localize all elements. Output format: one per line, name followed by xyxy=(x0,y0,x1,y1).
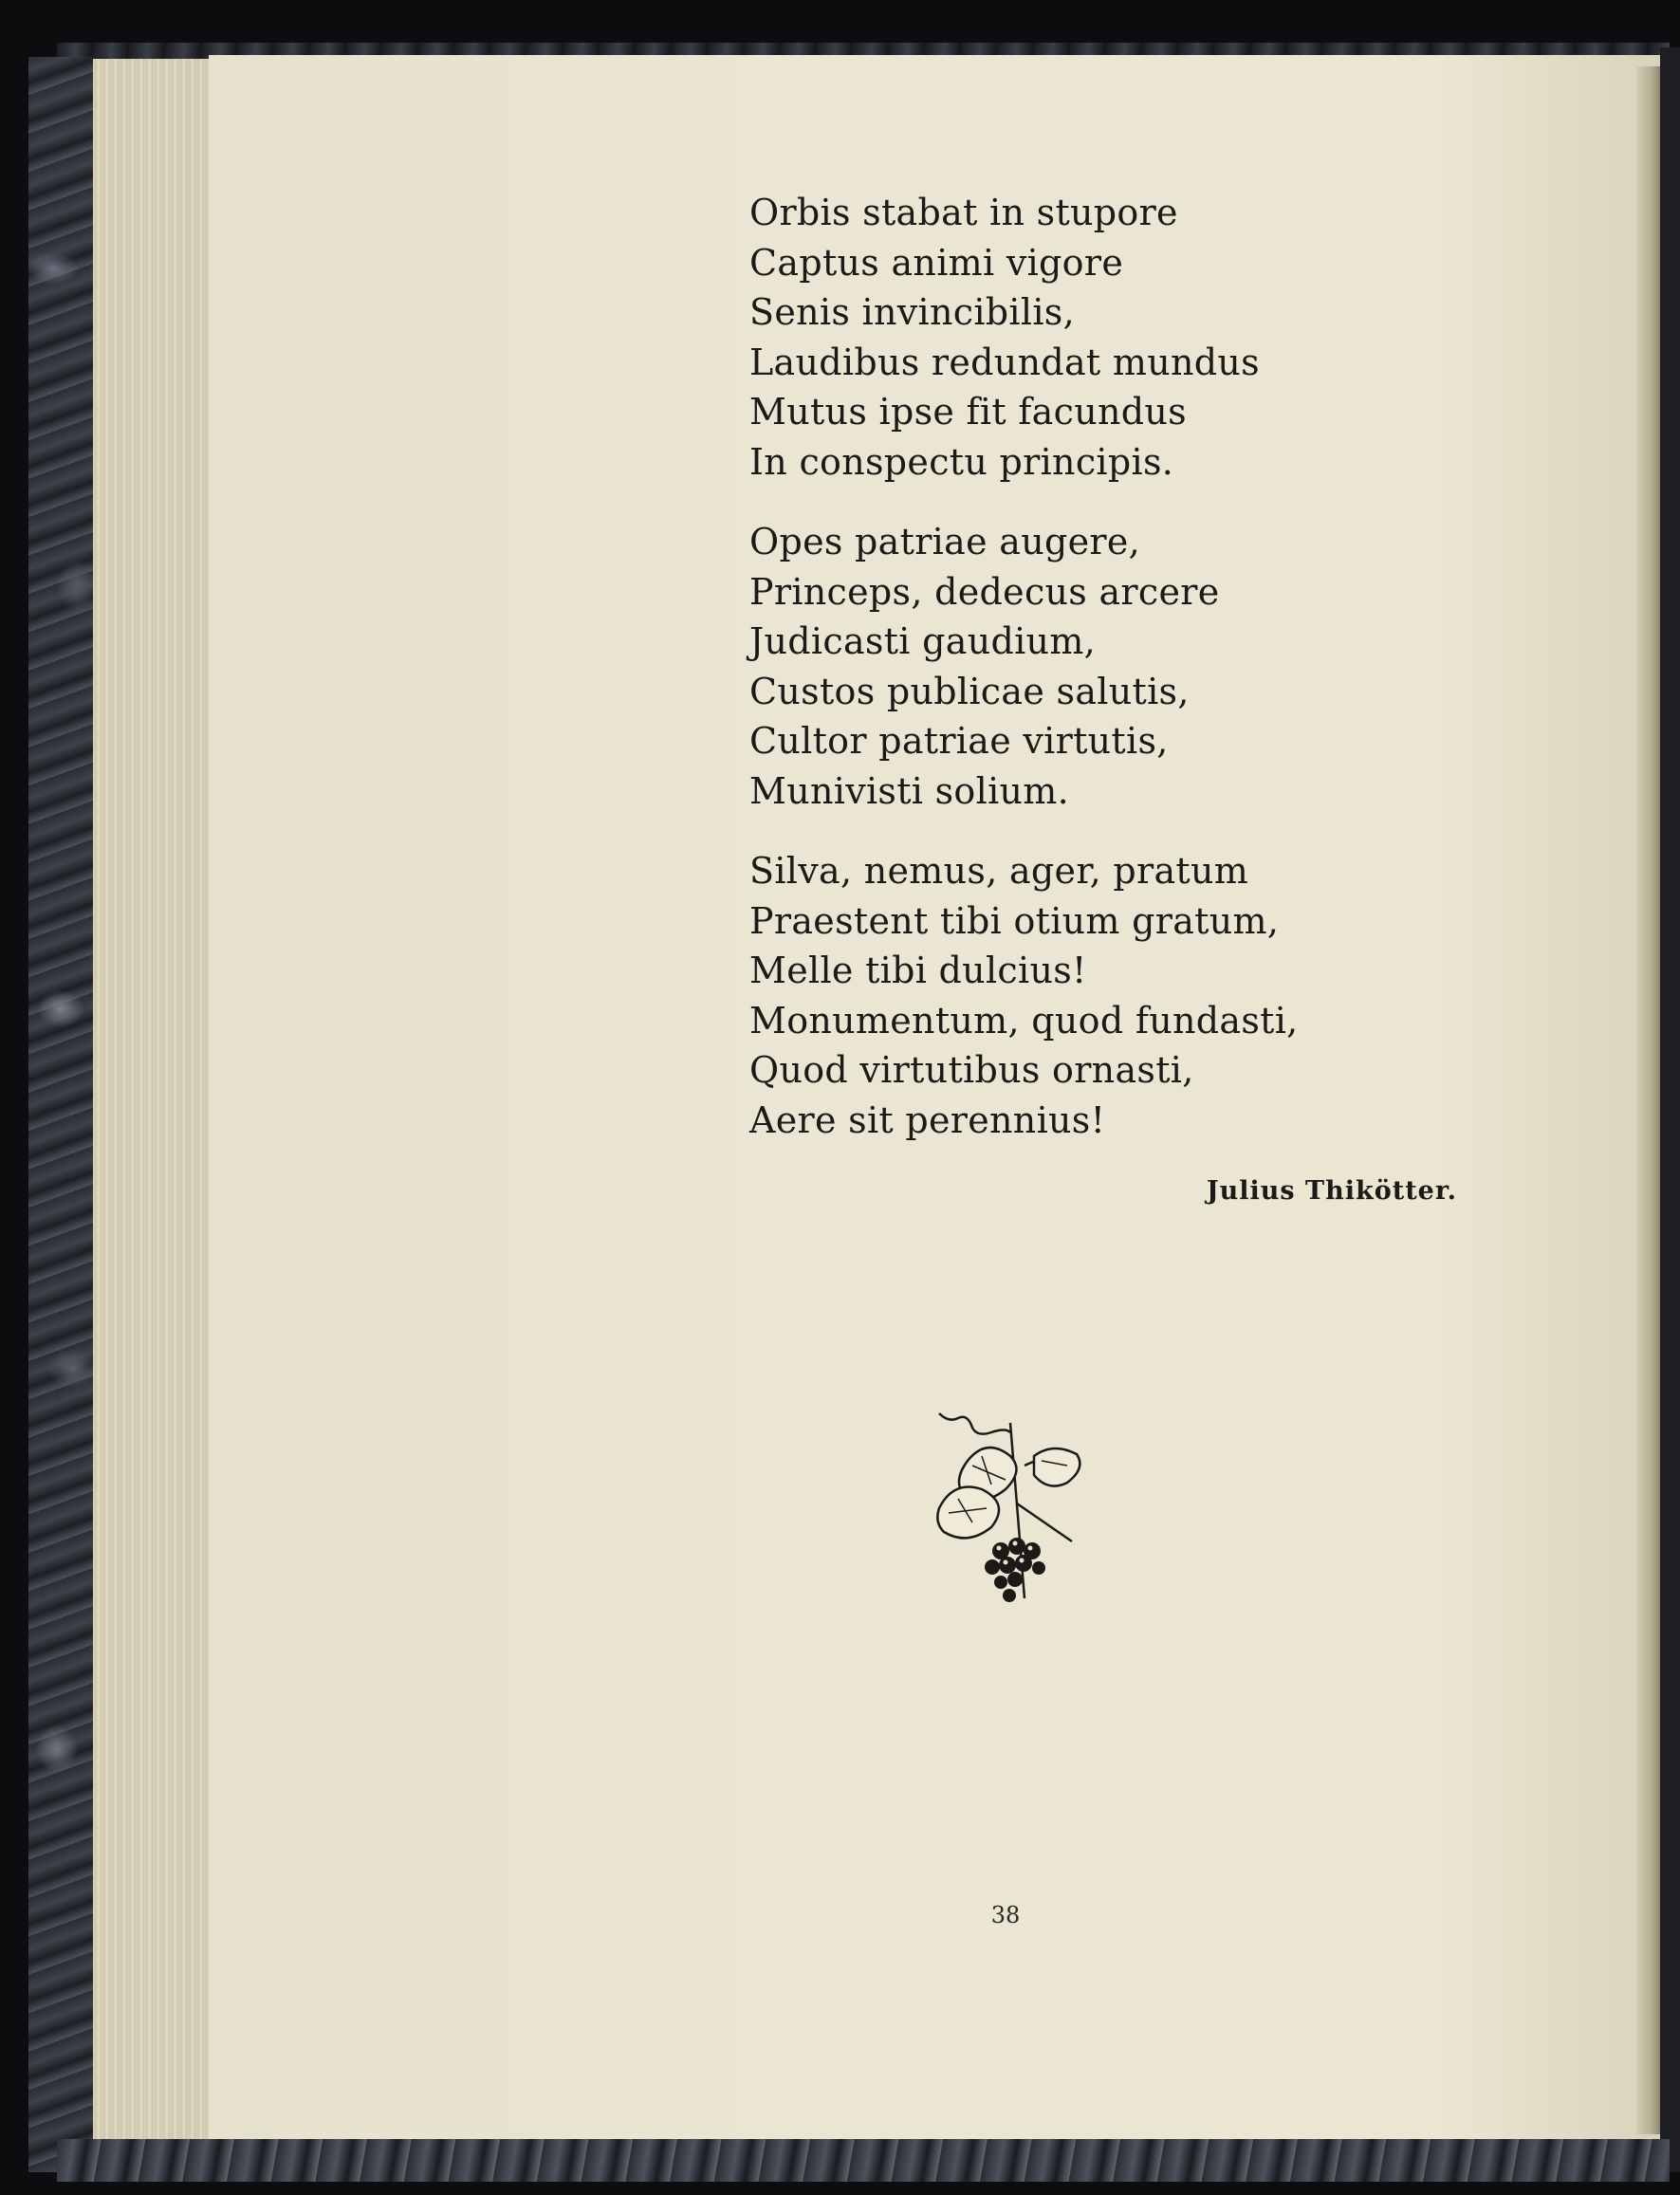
poem-line: Captus animi vigore xyxy=(749,241,1124,284)
stanza xyxy=(749,517,1338,816)
poem-line: Orbis stabat in stupore xyxy=(749,192,1178,233)
poem-line: Custos publicae salutis, xyxy=(749,670,1190,712)
poem-line: Melle tibi dulcius! xyxy=(749,950,1087,991)
poem-line: Monumentum, quod fundasti, xyxy=(749,999,1299,1042)
poem-line: Senis invincibilis, xyxy=(749,291,1075,333)
grape-vine-icon xyxy=(930,1409,1091,1608)
poem-line: Judicasti gaudium, xyxy=(749,620,1097,662)
poem-line: In conspectu principis. xyxy=(749,440,1174,483)
author-signature: Julius Thikötter. xyxy=(1206,1176,1457,1206)
page-number: 38 xyxy=(990,1902,1021,1928)
poem-line: Praestent tibi otium gratum, xyxy=(749,899,1280,942)
poem-line: Aere sit perennius! xyxy=(749,1098,1106,1141)
poem-line: Silva, nemus, ager, pratum xyxy=(749,850,1249,892)
marbled-cover-bottom xyxy=(57,2139,1670,2182)
book-cover-right xyxy=(1660,47,1680,2172)
poem-line: Mutus ipse fit facundus xyxy=(749,391,1187,433)
poem-line: Cultor patriae virtutis, xyxy=(749,720,1169,762)
poem-line: Opes patriae augere, xyxy=(749,521,1141,563)
poem xyxy=(749,188,1338,1175)
page-gutter xyxy=(1636,66,1660,2134)
poem-line: Quod virtutibus ornasti, xyxy=(749,1049,1194,1091)
poem-line: Princeps, dedecus arcere xyxy=(749,570,1220,613)
stanza xyxy=(749,188,1338,487)
poem-line: Laudibus redundat mundus xyxy=(749,341,1260,383)
poem-line: Munivisti solium. xyxy=(749,769,1070,812)
page-edges xyxy=(93,59,216,2141)
stanza xyxy=(749,846,1338,1145)
